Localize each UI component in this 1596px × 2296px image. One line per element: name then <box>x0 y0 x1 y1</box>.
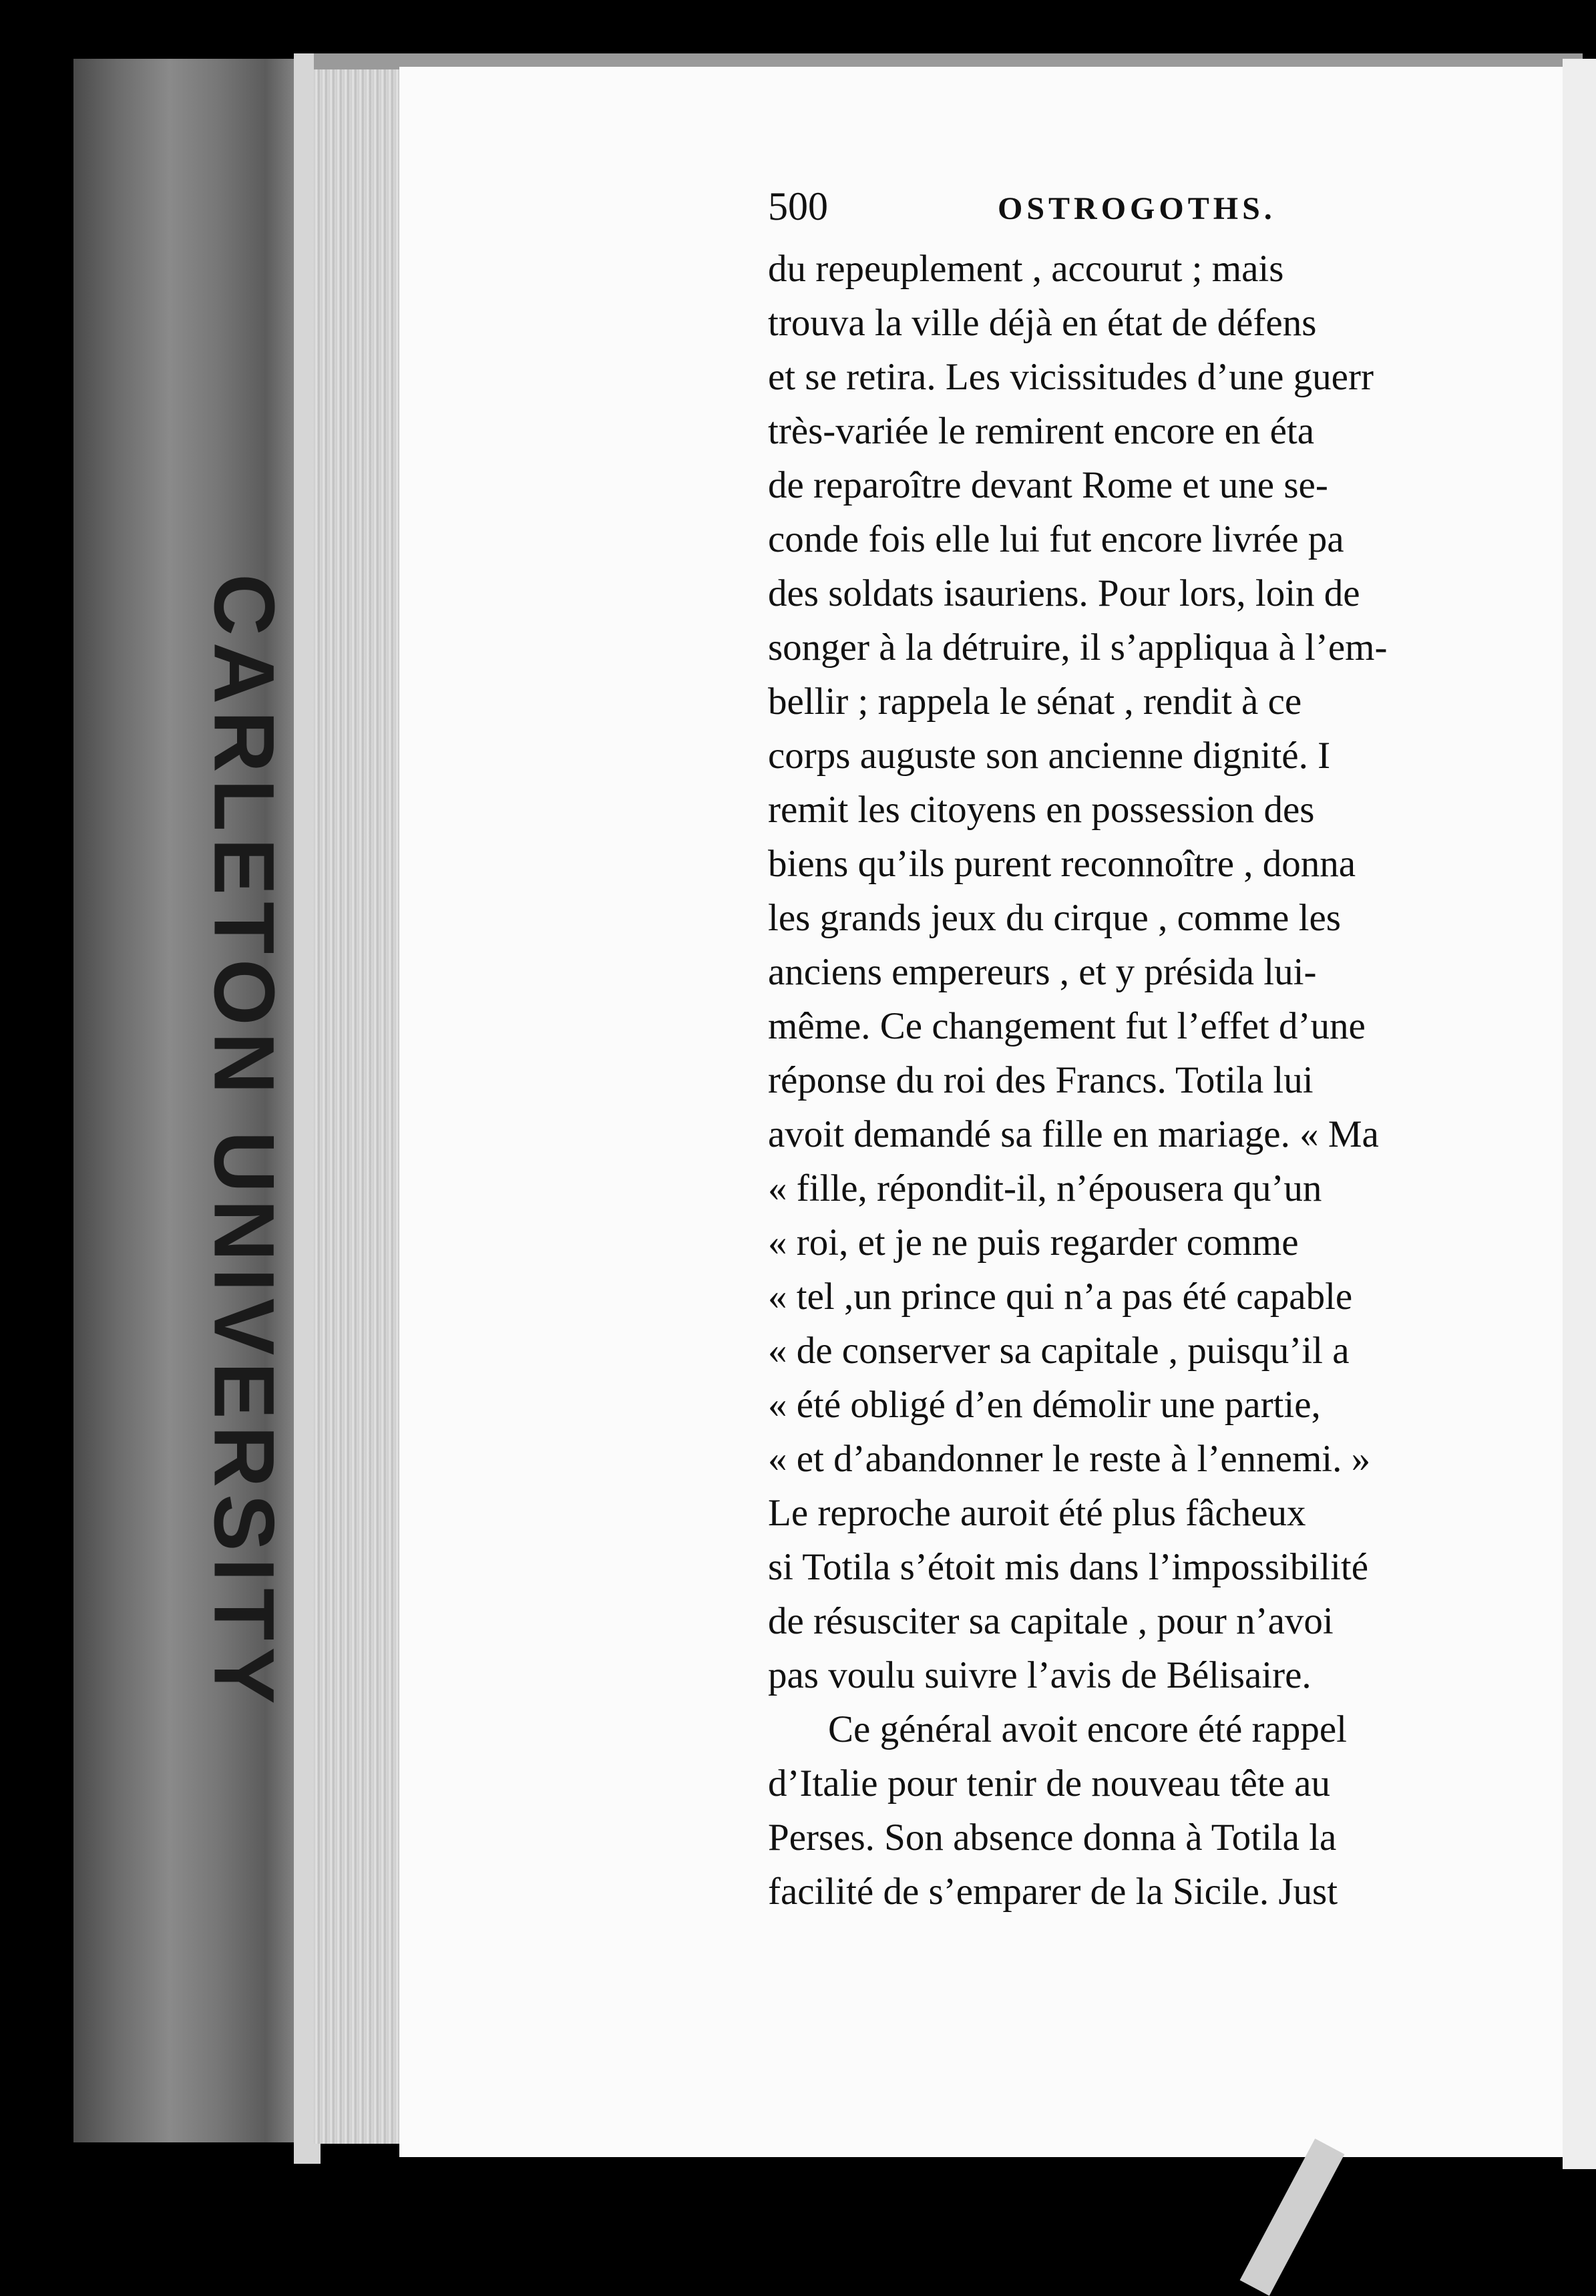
text-line: du repeuplement , accourut ; mais <box>768 248 1284 290</box>
text-line: les grands jeux du cirque , comme les <box>768 897 1341 939</box>
text-line: Perses. Son absence donna à Totila la <box>768 1816 1337 1859</box>
facing-page-edge <box>1563 59 1596 2169</box>
text-line: bellir ; rappela le sénat , rendit à ce <box>768 681 1302 723</box>
text-line: conde fois elle lui fut encore livrée pa <box>768 518 1344 560</box>
text-line: « tel ,un prince qui n’a pas été capable <box>768 1276 1353 1318</box>
text-line: anciens empereurs , et y présida lui- <box>768 951 1317 993</box>
text-line: facilité de s’emparer de la Sicile. Just <box>768 1871 1338 1913</box>
body-text <box>768 242 1563 1951</box>
library-stamp <box>194 573 294 1711</box>
text-line: corps auguste son ancienne dignité. I <box>768 735 1331 777</box>
text-line: trouva la ville déjà en état de défens <box>768 302 1317 344</box>
text-line: et se retira. Les vicissitudes d’une guerr <box>768 356 1374 398</box>
text-line: remit les citoyens en possession des <box>768 789 1315 831</box>
text-line: « été obligé d’en démolir une partie, <box>768 1384 1321 1426</box>
text-line: réponse du roi des Francs. Totila lui <box>768 1059 1314 1101</box>
page-number: 500 <box>768 184 828 228</box>
text-line: des soldats isauriens. Pour lors, loin de <box>768 572 1360 614</box>
bookmark-ribbon <box>1240 2138 1345 2295</box>
text-line: « roi, et je ne puis regarder comme <box>768 1221 1299 1264</box>
text-line: « de conserver sa capitale , puisqu’il a <box>768 1330 1350 1372</box>
text-line: d’Italie pour tenir de nouveau tête au <box>768 1762 1330 1804</box>
text-line: de reparoître devant Rome et une se- <box>768 464 1328 506</box>
text-line: si Totila s’étoit mis dans l’impossibilité <box>768 1546 1369 1588</box>
library-stamp-text: CARLETON UNIVERSITY <box>196 573 292 1711</box>
text-line: de résusciter sa capitale , pour n’avoi <box>768 1600 1334 1642</box>
text-line: « et d’abandonner le reste à l’ennemi. » <box>768 1438 1371 1480</box>
text-line: même. Ce changement fut l’effet d’une <box>768 1005 1366 1047</box>
paragraph-start-line: Ce général avoit encore été rappel <box>828 1708 1347 1750</box>
text-line: très-variée le remirent encore en éta <box>768 410 1315 452</box>
page-stack <box>314 67 401 2144</box>
running-head: OSTROGOTHS. <box>998 191 1276 226</box>
text-line: biens qu’ils purent reconnoître , donna <box>768 843 1356 885</box>
text-line: pas voulu suivre l’avis de Bélisaire. <box>768 1654 1312 1696</box>
page-header <box>768 184 1563 237</box>
text-line: Le reproche auroit été plus fâcheux <box>768 1492 1306 1534</box>
text-line: « fille, répondit-il, n’épousera qu’un <box>768 1167 1322 1209</box>
text-line: avoit demandé sa fille en mariage. « Ma <box>768 1113 1379 1155</box>
text-line: songer à la détruire, il s’appliqua à l’em- <box>768 626 1388 668</box>
